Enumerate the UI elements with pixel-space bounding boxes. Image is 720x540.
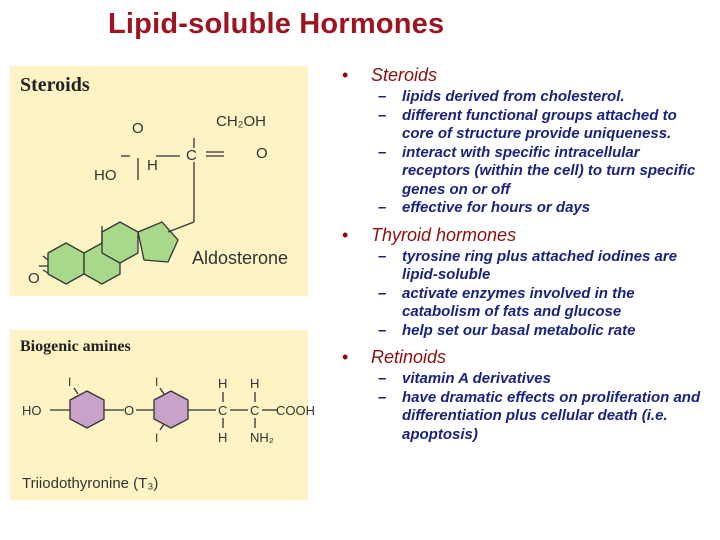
label-ch2oh: CH₂OH [216, 113, 266, 130]
dash: – [378, 321, 387, 339]
dash: – [378, 106, 387, 124]
dash: – [378, 370, 387, 387]
ring-1 [70, 391, 104, 428]
steroid-figure-heading: Steroids [20, 74, 90, 96]
ring-2 [154, 391, 188, 428]
bullet-retinoids [337, 346, 712, 444]
steroid-figure [10, 66, 308, 296]
steroid-rings [48, 222, 178, 284]
label-c-1: C [218, 403, 228, 418]
aldosterone-structure [10, 66, 308, 296]
bullet-title: Thyroid hormones [371, 224, 517, 245]
dash: – [378, 199, 387, 216]
label-o-top: O [132, 120, 144, 137]
sub-item: – have dramatic effects on proliferation and differentiation plus cellular death (i.e. apoptosis) [378, 388, 701, 443]
label-ho: HO [94, 167, 117, 184]
sub-item: – vitamin A derivatives [378, 370, 551, 387]
label-nh2: NH₂ [250, 430, 274, 445]
amine-caption: Triiodothyronine (T₃) [22, 475, 159, 492]
dash: – [378, 88, 387, 105]
sub-item: – activate enzymes involved in the catabolism of fats and glucose [378, 284, 635, 320]
label-cooh: COOH [276, 403, 315, 418]
sub-item: – tyrosine ring plus attached iodines are lipid-soluble [378, 247, 678, 283]
amine-figure-heading: Biogenic amines [20, 338, 131, 355]
label-h-2: H [218, 430, 228, 445]
sub-item: – interact with specific intracellular receptors (within the cell) to turn specific genes on or off [378, 143, 696, 198]
bullet-dot: • [342, 65, 349, 85]
triiodothyronine-structure [10, 330, 315, 500]
bullet-title: Retinoids [371, 347, 447, 367]
bullet-dot: • [342, 347, 349, 367]
label-c: C [186, 147, 197, 164]
label-iodine-2: I [155, 375, 159, 389]
sub-item: – effective for hours or days [378, 199, 591, 216]
bullet-dot: • [342, 224, 349, 245]
dash: – [378, 284, 387, 302]
label-ho: HO [22, 403, 42, 418]
label-iodine-3: I [155, 431, 159, 445]
amine-figure [10, 330, 315, 500]
dash: – [378, 247, 387, 265]
steroid-caption: Aldosterone [192, 248, 289, 268]
label-o-right: O [256, 145, 268, 162]
sub-item: – help set our basal metabolic rate [378, 321, 636, 339]
label-iodine-1: I [68, 375, 72, 389]
bullet-steroids [337, 64, 712, 218]
sub-item: – lipids derived from cholesterol. [378, 88, 625, 105]
label-h: H [147, 157, 158, 174]
sub-item: – different functional groups attached to core of structure provide uniqueness. [378, 106, 677, 142]
label-o-bottom: O [28, 270, 40, 287]
bullet-title: Steroids [371, 65, 438, 85]
label-h-3: H [250, 376, 260, 391]
bullet-thyroid-hormones [337, 224, 712, 341]
label-c-2: C [250, 403, 260, 418]
bullet-list [337, 64, 712, 450]
dash: – [378, 143, 387, 161]
dash: – [378, 388, 387, 406]
label-h-1: H [218, 376, 228, 391]
label-o: O [124, 403, 135, 418]
ring-a [48, 243, 84, 284]
slide-title: Lipid-soluble Hormones [108, 8, 445, 40]
ring-d [138, 222, 178, 262]
